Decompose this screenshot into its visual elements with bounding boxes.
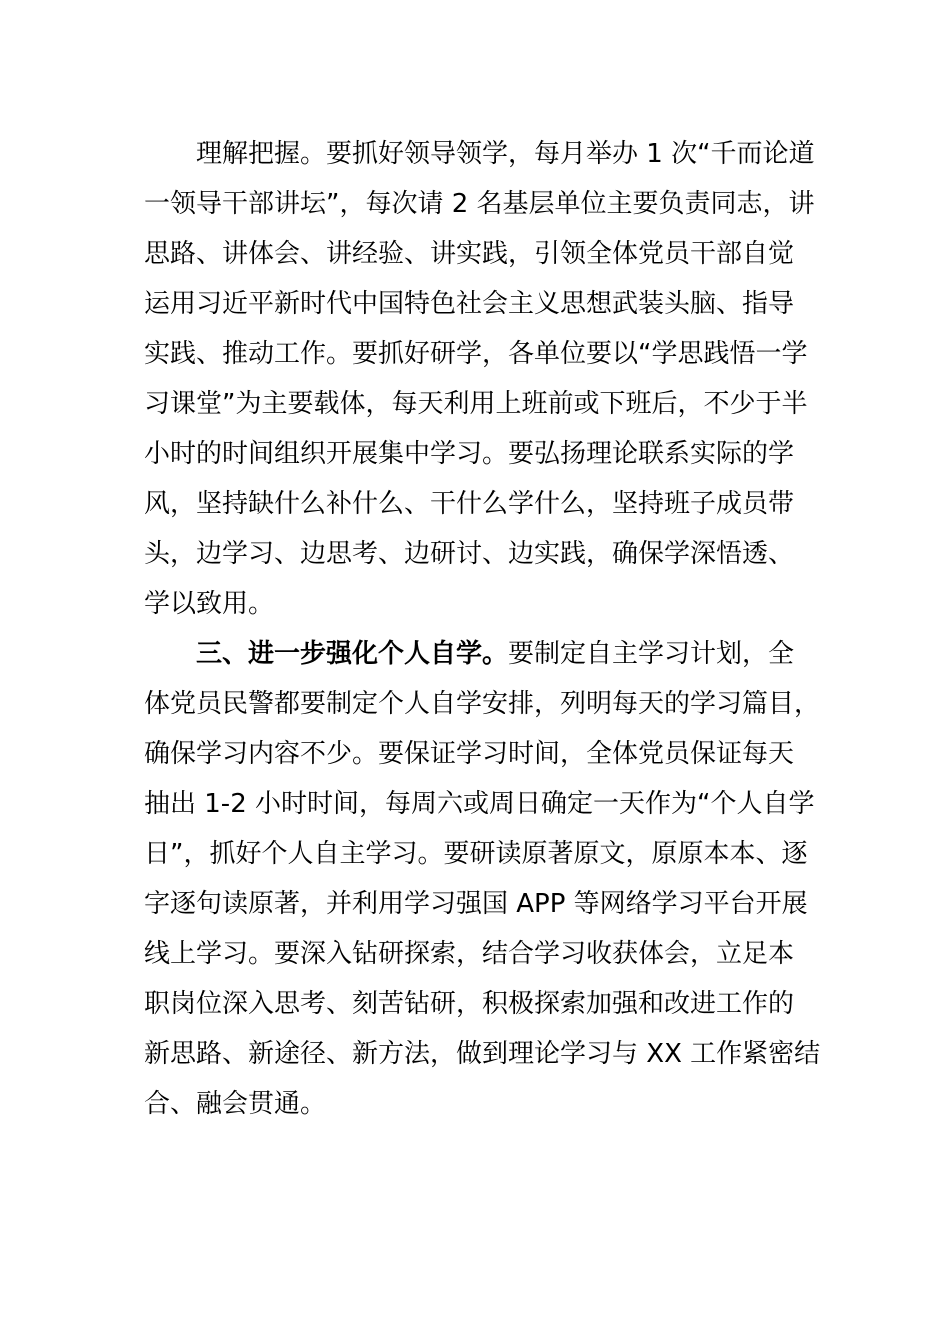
paragraph-line: 日”，抓好个人自主学习。要研读原著原文，原原本本、逐 xyxy=(144,839,808,869)
paragraph-line: 学以致用。 xyxy=(144,589,275,619)
document-body xyxy=(144,129,821,1129)
paragraph-line: 新思路、新途径、新方法，做到理论学习与 XX 工作紧密结 xyxy=(144,1039,821,1069)
paragraph-line: 职岗位深入思考、刻苦钻研，积极探索加强和改进工作的 xyxy=(144,989,795,1019)
paragraph-line: 字逐句读原著，并利用学习强国 APP 等网络学习平台开展 xyxy=(144,889,808,919)
paragraph-line: 头，边学习、边思考、边研讨、边实践，确保学深悟透、 xyxy=(144,539,795,569)
paragraph-line: 理解把握。要抓好领导领学，每月举办 1 次“千而论道 xyxy=(196,139,815,169)
section-heading: 三、进一步强化个人自学。 xyxy=(196,639,509,669)
paragraph-line: 确保学习内容不少。要保证学习时间，全体党员保证每天 xyxy=(144,739,795,769)
paragraph-line: 线上学习。要深入钻研探索，结合学习收获体会，立足本 xyxy=(144,939,795,969)
paragraph-line: 实践、推动工作。要抓好研学，各单位要以“学思践悟一学 xyxy=(144,339,808,369)
paragraph-line: 思路、讲体会、讲经验、讲实践，引领全体党员干部自觉 xyxy=(144,239,795,269)
section-first-line xyxy=(144,629,806,679)
paragraph-line: 体党员民警都要制定个人自学安排，列明每天的学习篇目， xyxy=(144,689,821,719)
paragraph-self-study xyxy=(144,629,821,1129)
paragraph-line: 一领导干部讲坛”，每次请 2 名基层单位主要负责同志，讲 xyxy=(144,189,815,219)
paragraph-line: 小时的时间组织开展集中学习。要弘扬理论联系实际的学 xyxy=(144,439,795,469)
paragraph-line: 抽出 1-2 小时时间，每周六或周日确定一天作为“个人自学 xyxy=(144,789,815,819)
paragraph-line: 习课堂”为主要载体，每天利用上班前或下班后，不少于半 xyxy=(144,389,808,419)
paragraph-line: 运用习近平新时代中国特色社会主义思想武装头脑、指导 xyxy=(144,289,795,319)
paragraph-study-leadership xyxy=(144,129,815,629)
paragraph-line: 风，坚持缺什么补什么、干什么学什么，坚持班子成员带 xyxy=(144,489,795,519)
section-first-line-text: 要制定自主学习计划，全 xyxy=(508,639,795,669)
paragraph-line: 合、融会贯通。 xyxy=(144,1089,327,1119)
